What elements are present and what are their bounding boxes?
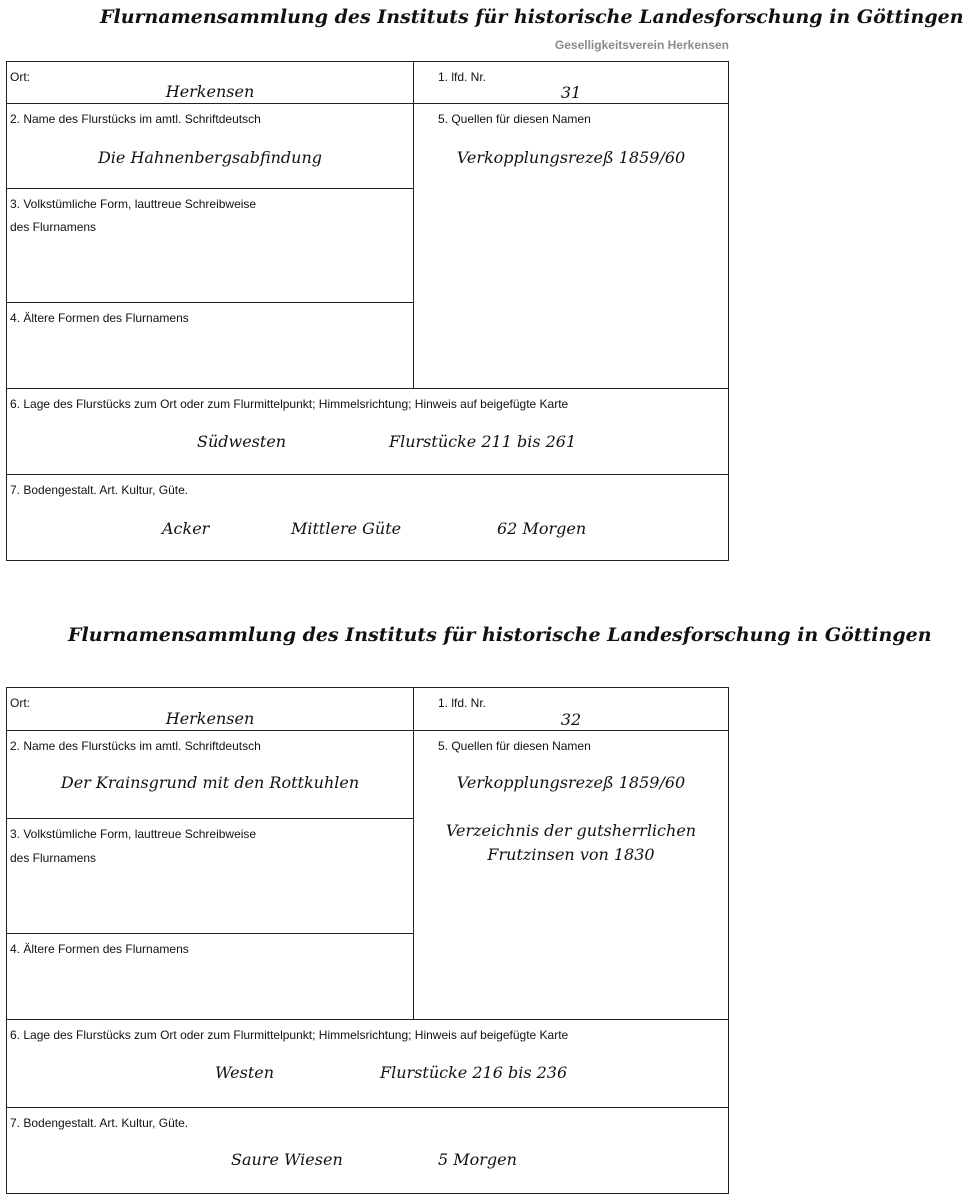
collection-title: Flurnamensammlung des Instituts für historische Landesforschung in Göttingen xyxy=(100,6,964,28)
name-value: Die Hahnenbergsabfindung xyxy=(97,148,323,167)
ort-label: Ort: xyxy=(10,70,30,84)
quellen-label: 5. Quellen für diesen Namen xyxy=(438,739,591,753)
lage-direction: Westen xyxy=(215,1063,275,1082)
aeltere-formen-field xyxy=(7,934,414,1020)
volkstuemliche-form-field xyxy=(7,819,414,934)
boden-value-1: Saure Wiesen xyxy=(231,1150,343,1169)
volkstuemliche-form-label-2: des Flurnamens xyxy=(10,220,97,234)
quellen-value-1: Verkopplungsrezeß 1859/60 xyxy=(456,148,686,167)
lfd-nr-field xyxy=(414,688,728,731)
name-field xyxy=(7,731,414,819)
boden-label: 7. Bodengestalt. Art. Kultur, Güte. xyxy=(10,483,189,497)
quellen-value-3: Frutzinsen von 1830 xyxy=(487,845,655,864)
volkstuemliche-form-label-1: 3. Volkstümliche Form, lauttreue Schreibweise xyxy=(10,827,257,841)
ort-value: Herkensen xyxy=(165,82,255,101)
lage-direction: Südwesten xyxy=(197,432,287,451)
record-card-31 xyxy=(6,61,729,561)
aeltere-formen-label: 4. Ältere Formen des Flurnamens xyxy=(10,942,189,956)
lfd-nr-label: 1. lfd. Nr. xyxy=(438,70,487,84)
quellen-value-2: Verzeichnis der gutsherrlichen xyxy=(445,821,697,840)
ort-label: Ort: xyxy=(10,696,30,710)
quellen-value-1: Verkopplungsrezeß 1859/60 xyxy=(456,773,686,792)
lage-label: 6. Lage des Flurstücks zum Ort oder zum Flurmittelpunkt; Himmelsrichtung; Hinweis auf beigefügte Karte xyxy=(10,397,569,411)
lfd-nr-value: 32 xyxy=(560,710,582,729)
boden-label: 7. Bodengestalt. Art. Kultur, Güte. xyxy=(10,1116,189,1130)
volkstuemliche-form-label-1: 3. Volkstümliche Form, lauttreue Schreibweise xyxy=(10,197,257,211)
name-label: 2. Name des Flurstücks im amtl. Schriftdeutsch xyxy=(10,112,261,126)
ort-field xyxy=(7,62,414,104)
ort-field xyxy=(7,688,414,731)
volkstuemliche-form-field xyxy=(7,189,414,303)
record-card-32 xyxy=(6,687,729,1194)
lfd-nr-value: 31 xyxy=(560,83,582,102)
boden-field xyxy=(7,475,728,560)
quellen-field xyxy=(414,104,728,389)
boden-value-2: 5 Morgen xyxy=(438,1150,517,1169)
quellen-label: 5. Quellen für diesen Namen xyxy=(438,112,591,126)
lfd-nr-field xyxy=(414,62,728,104)
name-value: Der Krainsgrund mit den Rottkuhlen xyxy=(60,773,360,792)
boden-value-2: Mittlere Güte xyxy=(291,519,402,538)
lage-label: 6. Lage des Flurstücks zum Ort oder zum Flurmittelpunkt; Himmelsrichtung; Hinweis auf beigefügte Karte xyxy=(10,1028,569,1042)
name-field xyxy=(7,104,414,189)
collection-title-2: Flurnamensammlung des Instituts für historische Landesforschung in Göttingen xyxy=(68,624,932,646)
quellen-field xyxy=(414,731,728,1020)
boden-field xyxy=(7,1108,728,1193)
lage-field xyxy=(7,1020,728,1108)
ort-value: Herkensen xyxy=(165,709,255,728)
aeltere-formen-field xyxy=(7,303,414,389)
boden-value-1: Acker xyxy=(162,519,210,538)
lage-field xyxy=(7,389,728,475)
lfd-nr-label: 1. lfd. Nr. xyxy=(438,696,487,710)
source-mark: Geselligkeitsverein Herkensen xyxy=(554,38,729,52)
volkstuemliche-form-label-2: des Flurnamens xyxy=(10,851,97,865)
aeltere-formen-label: 4. Ältere Formen des Flurnamens xyxy=(10,311,189,325)
name-label: 2. Name des Flurstücks im amtl. Schriftdeutsch xyxy=(10,739,261,753)
lage-parcels: Flurstücke 211 bis 261 xyxy=(389,432,577,451)
boden-value-3: 62 Morgen xyxy=(497,519,587,538)
lage-parcels: Flurstücke 216 bis 236 xyxy=(380,1063,568,1082)
